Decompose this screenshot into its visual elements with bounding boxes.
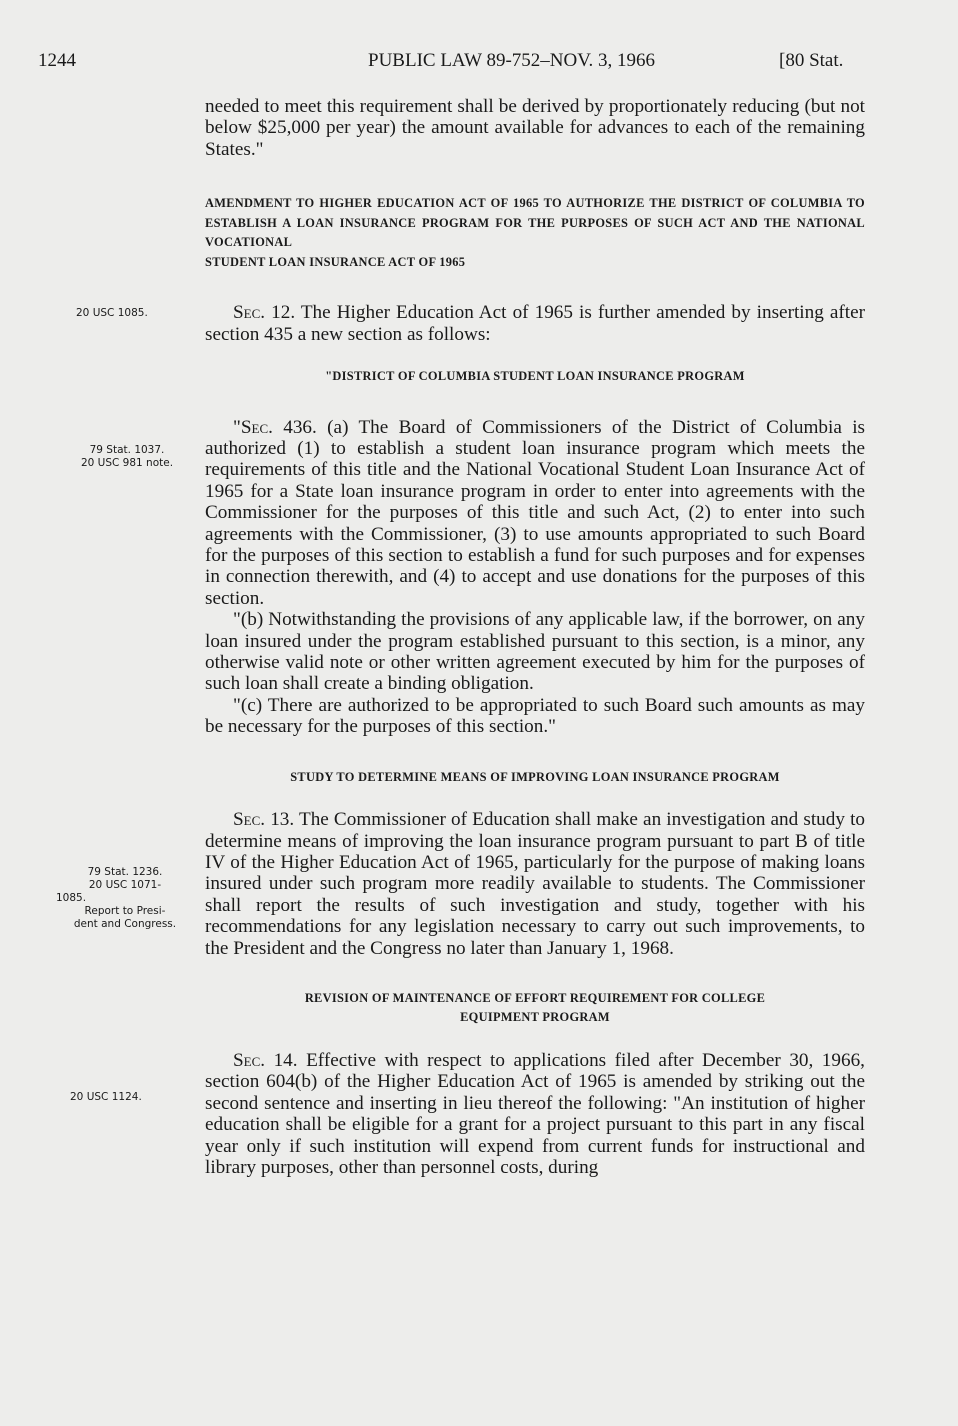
page-header <box>0 50 958 82</box>
margin-note-79-stat-1037: 79 Stat. 1037. 20 USC 981 note. <box>80 444 174 469</box>
document-body <box>205 96 865 1178</box>
paragraph-sec-13: Sec. 13. The Commissioner of Education shall make an investigation and study to determine means of improving the loan insurance program pursuant to part B of title IV of the Higher Education Act of 1965, particularly for the purpose of making loans insured under such program more readily available to students. The Commissioner shall report the results of such investigation and study, together with his recommendations for any legislation necessary to carry out such improvements, to the President and the Congress no later than January 1, 1968. <box>205 809 865 959</box>
section-heading-revision: REVISION OF MAINTENANCE OF EFFORT REQUIREMENT FOR COLLEGE EQUIPMENT PROGRAM <box>304 990 766 1025</box>
paragraph-sec-14: Sec. 14. Effective with respect to applications filed after December 30, 1966, section 604(b) of the Higher Education Act of 1965 is amended by striking out the second sentence and inserting in lieu thereof the following: "An institution of higher education shall be eligible for a grant for a project pursuant to this part in any fiscal year only if such institution will expend from current funds for instructional and library purposes, other than personnel costs, during <box>205 1049 865 1178</box>
statute-reference: [80 Stat. <box>779 50 844 71</box>
paragraph-sec-12: Sec. 12. The Higher Education Act of 1965 is further amended by inserting after section 435 a new section as follows: <box>205 302 865 345</box>
margin-note-79-stat-1236: 79 Stat. 1236. 20 USC 1071- 1085. Report to Presi- dent and Congress. <box>56 866 177 930</box>
paragraph-sec-436-c: "(c) There are authorized to be appropriated to such Board such amounts as may be necessary for the purposes of this section." <box>205 694 865 738</box>
paragraph-intro: needed to meet this requirement shall be derived by proportionately reducing (but not below $25,000 per year) the amount available for advances to each of the remaining States." <box>205 96 865 160</box>
page-number: 1244 <box>38 50 76 71</box>
section-heading-study: STUDY TO DETERMINE MEANS OF IMPROVING LOAN INSURANCE PROGRAM <box>290 769 780 784</box>
margin-note-1124: 20 USC 1124. <box>70 1091 142 1103</box>
paragraph-sec-436-b: "(b) Notwithstanding the provisions of any applicable law, if the borrower, on any loan insured under the program established pursuant to this section, is a minor, any otherwise valid note or other written agreement executed by him for the purposes of such loan shall create a binding obligation. <box>205 609 865 695</box>
paragraph-sec-436-a: "Sec. 436. (a) The Board of Commissioners of the District of Columbia is authorized (1) to establish a student loan insurance program which meets the requirements of this title and the National Vocational Student Loan Insurance Act of 1965 for a State loan insurance program in order to enter into agreements with the Commissioner for the purposes of this title and such Act, (2) to enter into such agreements with the Commissioner, (3) to use amounts appropriated to such Board for the purposes of this section to establish a fund for such purposes and for expenses in connection therewith, and (4) to accept and use donations for the purposes of this section. <box>205 416 865 609</box>
running-title: PUBLIC LAW 89-752–NOV. 3, 1966 <box>368 50 656 71</box>
section-heading-dc-program: "DISTRICT OF COLUMBIA STUDENT LOAN INSURANCE PROGRAM <box>325 369 745 384</box>
margin-note-1085: 20 USC 1085. <box>76 307 148 319</box>
section-heading-amendment: AMENDMENT TO HIGHER EDUCATION ACT OF 1965 TO AUTHORIZE THE DISTRICT OF COLUMBIA TO ESTABLISH A LOAN INSURANCE PROGRAM FOR THE PURPOSES OF SUCH ACT AND THE NATIONAL VOCATIONAL STUDENT LOAN INSURANCE ACT OF 1965 <box>205 196 865 269</box>
